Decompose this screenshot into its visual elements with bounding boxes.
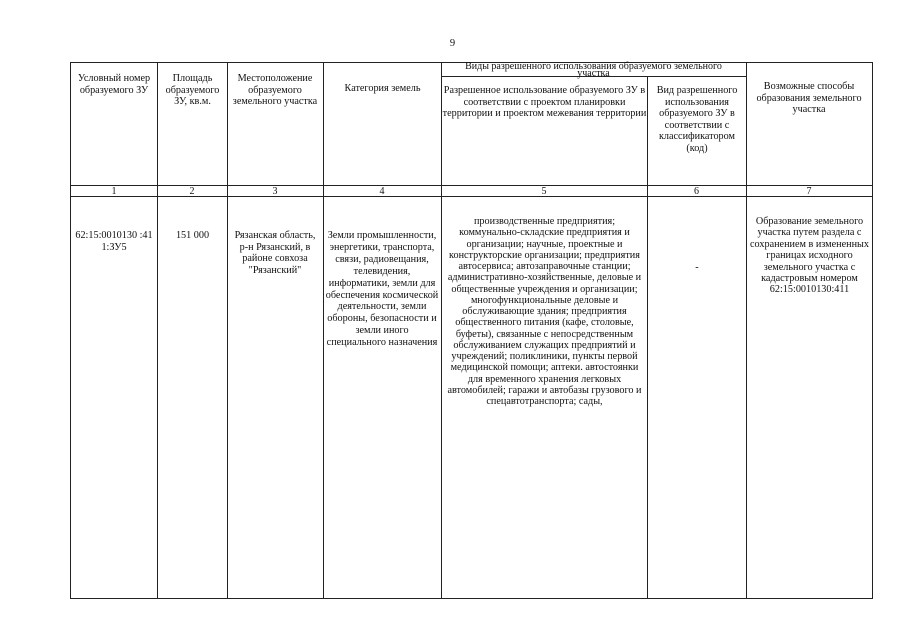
col-divider (746, 63, 747, 598)
row-permitted-use: производственные предприятия; коммунально-складские предприятия и организации; научные, проектные и конструкторские организации; предприятия автосервиса; автозаправочные станции; административно-хозяйственные, деловые и общественные учреждения и организации; многофункциональные деловые и обслуживающие здания; предприятия общественного питания (кафе, столовые, буфеты), связанные с непосредственным обслуживанием служащих предприятий и учреждений; поликлиники, пункты первой медицинской помощи; аптеки. автостоянки для временного хранения легковых автомобилей; гаражи и автобазы грузового и спецавтотранспорта; сады, (447, 216, 642, 407)
row-location: Рязанская область, р-н Рязанский, в районе совхоза "Рязанский" (234, 230, 316, 276)
page-number: 9 (449, 38, 456, 49)
column-number: 7 (806, 186, 812, 197)
col-divider (157, 63, 158, 598)
row-classifier-code: - (695, 262, 699, 273)
header-permitted-use: Разрешенное использование образуемого ЗУ в соответствии с проектом планировки территории и проектом межевания территории (442, 85, 647, 120)
col-divider (323, 63, 324, 598)
column-number: 2 (189, 186, 195, 197)
land-plot-table (70, 62, 873, 599)
header-land-category: Категория земель (344, 83, 421, 94)
column-number: 3 (272, 186, 278, 197)
header-permitted-use-group: Виды разрешенного использования образуемого земельного участка (465, 61, 722, 79)
col-divider (441, 63, 442, 598)
row-land-category: Земли промышленности, энергетики, транспорта, связи, радиовещания, телевидения, информатики, земли для обеспечения космической деятельности, земли обороны, безопасности и земли иного специального назначения (325, 230, 439, 349)
row-area: 151 000 (175, 230, 210, 241)
header-classifier-code: Вид разрешенного использования образуемого ЗУ в соответствии с классификатором (код) (656, 85, 738, 154)
row-plot-id: 62:15:0010130 :411:ЗУ5 (75, 230, 153, 253)
column-number: 1 (111, 186, 117, 197)
header-formation-method: Возможные способы образования земельного участка (756, 81, 862, 116)
column-number: 5 (541, 186, 547, 197)
column-number: 6 (694, 186, 699, 197)
header-location: Местоположение образуемого земельного участка (232, 73, 318, 108)
column-number: 4 (379, 186, 385, 197)
col-divider (227, 63, 228, 598)
header-area: Площадь образуемого ЗУ, кв.м. (165, 73, 220, 108)
row-formation-method: Образование земельного участка путем раздела с сохранением в измененных границах исходного земельного участка с кадастровым номером 62:15:0010130:411 (750, 216, 869, 296)
header-conditional-number: Условный номер образуемого ЗУ (77, 73, 151, 96)
